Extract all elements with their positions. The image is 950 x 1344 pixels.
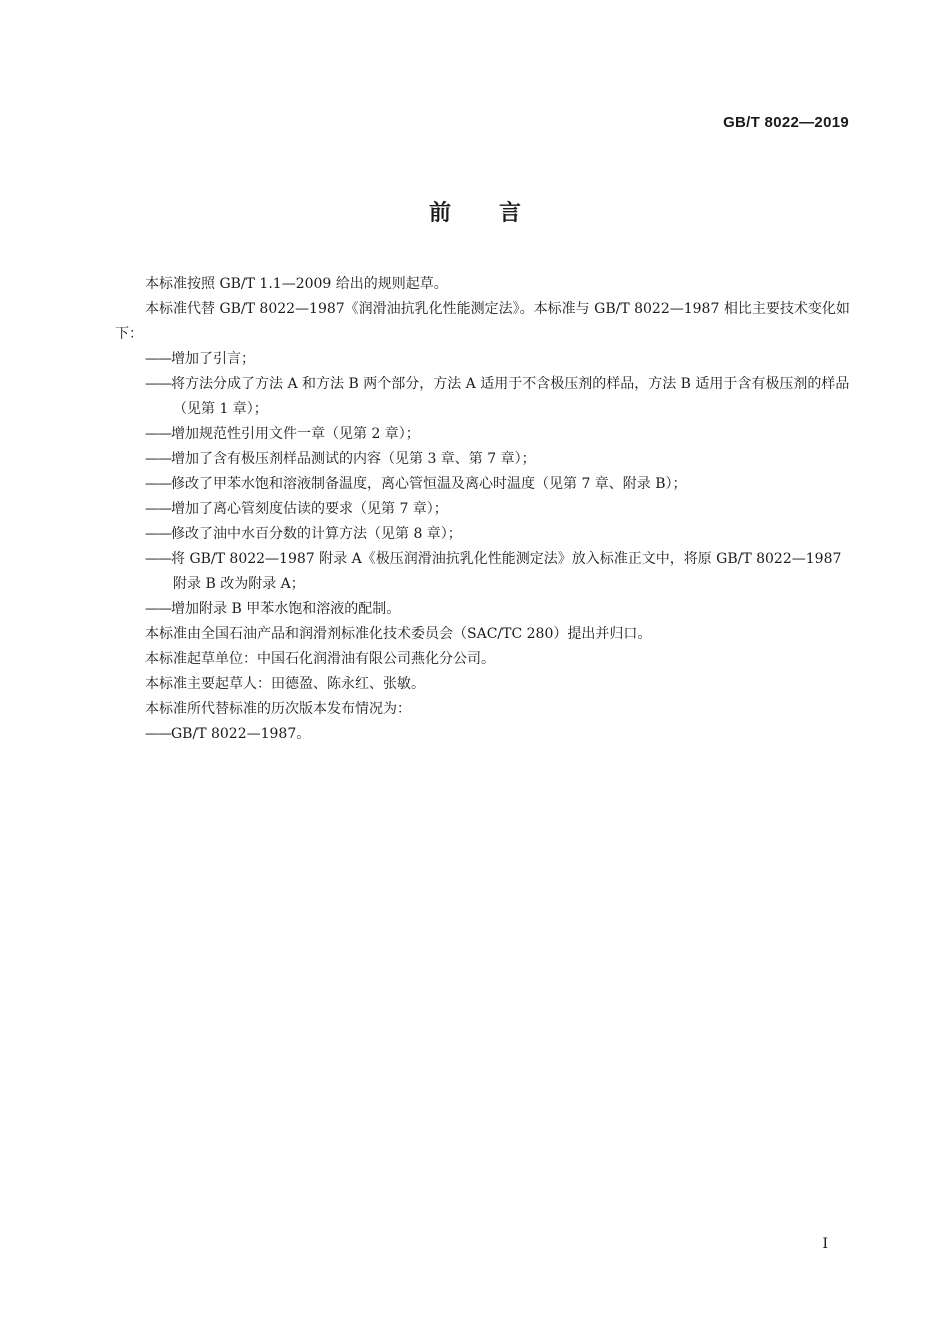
changes-list (115, 347, 850, 622)
list-item (115, 722, 850, 747)
paragraph: 本标准由全国石油产品和润滑剂标准化技术委员会（SAC/TC 280）提出并归口。 (145, 626, 652, 642)
list-item (115, 372, 850, 422)
list-item-text: GB/T 8022—1987。 (171, 726, 311, 742)
list-item (115, 347, 850, 372)
dash-marker: —— (145, 376, 171, 392)
list-item-text: 增加了引言； (171, 351, 255, 367)
list-item-text: 将方法分成了方法 A 和方法 B 两个部分，方法 A 适用于不含极压剂的样品，方法 B 适用于含有极压剂的样品（见第 1 章）； (171, 376, 850, 417)
list-item (115, 497, 850, 522)
list-item (115, 472, 850, 497)
dash-marker: —— (145, 601, 171, 617)
foreword-body (115, 272, 850, 747)
dash-marker: —— (145, 351, 171, 367)
history-list (115, 722, 850, 747)
list-item-text: 将 GB/T 8022—1987 附录 A《极压润滑油抗乳化性能测定法》放入标准正文中，将原 GB/T 8022—1987 附录 B 改为附录 A； (171, 551, 842, 592)
list-item (115, 522, 850, 547)
list-item-text: 增加附录 B 甲苯水饱和溶液的配制。 (171, 601, 401, 617)
dash-marker: —— (145, 476, 171, 492)
page-number: I (822, 1236, 828, 1252)
dash-marker: —— (145, 501, 171, 517)
dash-marker: —— (145, 551, 171, 567)
standard-code: GB/T 8022—2019 (723, 114, 849, 131)
list-item (115, 597, 850, 622)
paragraph: 本标准起草单位：中国石化润滑油有限公司燕化分公司。 (145, 651, 495, 667)
paragraph: 本标准代替 GB/T 8022—1987《润滑油抗乳化性能测定法》。本标准与 GB/T 8022—1987 相比主要技术变化如下： (115, 301, 850, 342)
list-item-text: 增加规范性引用文件一章（见第 2 章）； (171, 426, 420, 442)
list-item-text: 增加了含有极压剂样品测试的内容（见第 3 章、第 7 章）； (171, 451, 536, 467)
dash-marker: —— (145, 426, 171, 442)
paragraph: 本标准所代替标准的历次版本发布情况为： (145, 701, 411, 717)
paragraph: 本标准按照 GB/T 1.1—2009 给出的规则起草。 (145, 276, 448, 292)
list-item (115, 447, 850, 472)
list-item-text: 增加了离心管刻度估读的要求（见第 7 章）； (171, 501, 448, 517)
page-title: 前言 (428, 201, 569, 226)
dash-marker: —— (145, 526, 171, 542)
list-item (115, 422, 850, 447)
list-item-text: 修改了甲苯水饱和溶液制备温度，离心管恒温及离心时温度（见第 7 章、附录 B）； (171, 476, 687, 492)
dash-marker: —— (145, 726, 171, 742)
dash-marker: —— (145, 451, 171, 467)
list-item (115, 547, 850, 597)
list-item-text: 修改了油中水百分数的计算方法（见第 8 章）； (171, 526, 462, 542)
paragraph: 本标准主要起草人：田德盈、陈永红、张敏。 (145, 676, 425, 692)
